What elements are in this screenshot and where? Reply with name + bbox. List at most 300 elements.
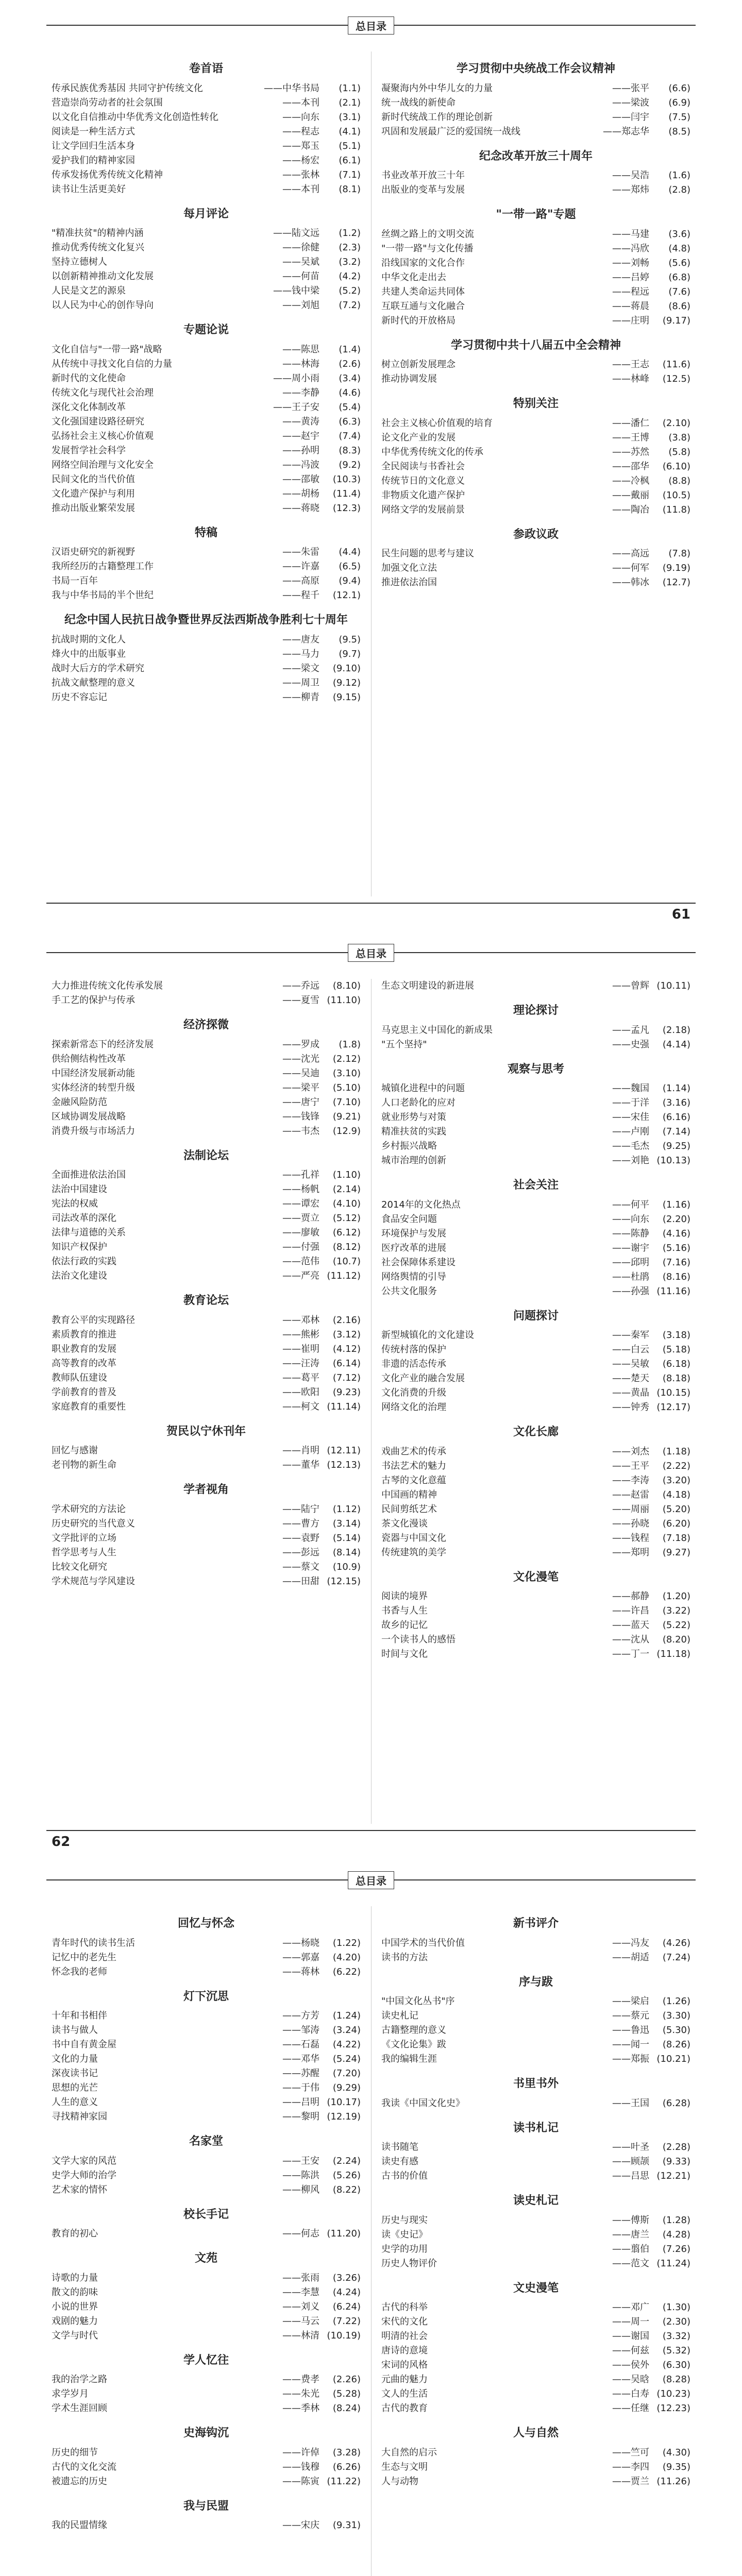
- entry-title: 民间文化的当代价值: [52, 473, 135, 485]
- entry-issue-page: (3.14): [332, 1518, 361, 1529]
- entry-title: 诗歌的力量: [52, 2272, 98, 2283]
- entry-issue-page: (7.16): [662, 1257, 690, 1268]
- entry-title: 学术研究的方法论: [52, 1503, 126, 1515]
- entry-title: 深夜读书记: [52, 2068, 98, 2079]
- entry-title: 人口老龄化的应对: [381, 1097, 456, 1108]
- entry-author: ——黎明: [282, 2111, 319, 2122]
- entry-author: ——贾兰: [612, 2476, 649, 2487]
- toc-entry: [381, 575, 690, 590]
- toc-entry: [52, 2095, 361, 2110]
- entry-issue-page: (6.22): [332, 1966, 361, 1977]
- entry-title: 推动协调发展: [381, 374, 437, 384]
- entry-issue-page: (8.8): [668, 475, 690, 486]
- entry-issue-page: (9.23): [332, 1386, 361, 1398]
- entry-author: ——乔远: [282, 980, 319, 991]
- entry-issue-page: (9.31): [332, 2520, 361, 2531]
- entry-author: ——冷枫: [612, 475, 649, 486]
- entry-issue-page: (5.26): [332, 2170, 361, 2181]
- entry-title: 寻找精神家园: [52, 2111, 107, 2122]
- entry-issue-page: (12.1): [332, 590, 361, 601]
- entry-title: 书局一百年: [52, 575, 98, 586]
- entry-title: 丝绸之路上的文明交流: [381, 228, 474, 240]
- entry-author: ——钱穆: [282, 2461, 319, 2472]
- entry-title: 《文化论集》跋: [381, 2039, 446, 2050]
- toc-entry: [381, 1618, 690, 1633]
- entry-author: ——沈从: [612, 1634, 649, 1645]
- entry-title: "一带一路"与文化传播: [381, 243, 474, 254]
- entry-author: ——王安: [282, 2155, 319, 2166]
- entry-author: ——刘畅: [612, 257, 649, 268]
- toc-entry: [52, 139, 361, 154]
- toc-entry: [52, 1444, 361, 1458]
- section-title: 史海钩沉: [183, 2427, 229, 2439]
- section-title: 学习贯彻中共十八届五中全会精神: [450, 338, 621, 352]
- entry-issue-page: (7.22): [332, 2315, 361, 2327]
- toc-entry: [52, 400, 361, 415]
- entry-author: ——向东: [282, 111, 319, 123]
- toc-entry: [52, 110, 361, 125]
- toc-entry: [52, 2227, 361, 2241]
- entry-issue-page: (2.14): [332, 1184, 361, 1195]
- entry-author: ——钱锋: [282, 1111, 319, 1122]
- entry-author: ——马建: [612, 228, 649, 240]
- entry-issue-page: (1.10): [332, 1170, 361, 1180]
- header-mark: 总目录: [348, 1871, 394, 1889]
- entry-author: ——邵华: [612, 461, 649, 472]
- entry-author: ——方芳: [282, 2010, 319, 2021]
- entry-title: 传统村落的保护: [381, 1344, 446, 1355]
- toc-entry: [52, 1168, 361, 1182]
- toc-entry: [52, 458, 361, 472]
- toc-entry: [381, 431, 690, 445]
- entry-author: ——费孝: [282, 2374, 319, 2385]
- entry-title: 全民阅读与书香社会: [381, 461, 465, 472]
- entry-author: ——翦伯: [612, 2243, 649, 2255]
- toc-entry: [381, 2446, 690, 2460]
- entry-issue-page: (10.23): [656, 2388, 690, 2399]
- toc-entry: [52, 2110, 361, 2124]
- entry-issue-page: (3.1): [339, 111, 361, 123]
- toc-entry: [381, 1125, 690, 1139]
- toc-entry: [381, 1154, 690, 1168]
- entry-title: 老刊物的新生命: [52, 1460, 116, 1470]
- section-title: 文化长廊: [513, 1426, 559, 1438]
- entry-title: 让文学回归生活本身: [52, 140, 135, 151]
- entry-issue-page: (5.8): [668, 446, 690, 457]
- entry-issue-page: (5.24): [332, 2054, 361, 2064]
- toc-entry: [52, 1546, 361, 1560]
- section-title: 我与民盟: [183, 2499, 229, 2513]
- entry-issue-page: (11.16): [656, 1285, 690, 1297]
- entry-issue-page: (11.10): [327, 995, 361, 1006]
- entry-author: ——朱光: [282, 2388, 319, 2399]
- entry-title: 探索新常态下的经济发展: [52, 1039, 154, 1050]
- entry-title: 怀念我的老师: [52, 1966, 107, 1977]
- toc-entry: [381, 81, 690, 96]
- entry-author: ——吴浩: [612, 170, 649, 181]
- entry-title: 古代的科举: [381, 2302, 428, 2313]
- entry-author: ——钟秀: [612, 1402, 649, 1413]
- entry-issue-page: (8.22): [332, 2184, 361, 2195]
- section-title: 文化漫笔: [513, 1570, 559, 1584]
- entry-author: ——钱程: [612, 1532, 649, 1544]
- entry-issue-page: (6.20): [662, 1518, 690, 1529]
- entry-issue-page: (9.19): [662, 563, 690, 573]
- entry-issue-page: (5.32): [662, 2345, 690, 2356]
- entry-author: ——魏国: [612, 1083, 649, 1094]
- entry-issue-page: (2.18): [662, 1024, 690, 1036]
- entry-author: ——陈寅: [282, 2476, 319, 2487]
- entry-author: ——林清: [282, 2330, 319, 2341]
- entry-title: 坚持立德树人: [52, 257, 107, 267]
- entry-author: ——沈光: [282, 1053, 319, 1064]
- toc-entry: [52, 690, 361, 705]
- entry-issue-page: (4.24): [332, 2286, 361, 2298]
- toc-entry: [52, 1095, 361, 1110]
- entry-issue-page: (12.23): [656, 2403, 690, 2414]
- entry-author: ——唐兰: [612, 2229, 649, 2240]
- entry-author: ——付强: [282, 1242, 319, 1252]
- entry-issue-page: (8.14): [332, 1547, 361, 1558]
- toc-entry: [52, 588, 361, 603]
- toc-entry: [52, 2329, 361, 2343]
- toc-entry: [52, 168, 361, 182]
- entry-author: ——何军: [612, 563, 649, 573]
- entry-author: ——冯友: [612, 1937, 649, 1948]
- entry-author: ——韦杰: [282, 1125, 319, 1137]
- section-title: 读史札记: [513, 2194, 559, 2207]
- entry-issue-page: (1.30): [662, 2302, 690, 2313]
- entry-author: ——程千: [282, 590, 319, 601]
- entry-issue-page: (9.12): [332, 677, 361, 688]
- entry-title: 医疗改革的进展: [381, 1242, 446, 1253]
- toc-entry: [381, 1951, 690, 1965]
- entry-title: 网络舆情的引导: [381, 1271, 446, 1282]
- entry-author: ——吴晗: [612, 2374, 649, 2385]
- entry-author: ——廖敏: [282, 1227, 319, 1238]
- entry-author: ——高原: [282, 575, 319, 586]
- entry-issue-page: (5.10): [332, 1082, 361, 1093]
- toc-entry: [381, 2401, 690, 2416]
- entry-title: 新时代的文化使命: [52, 372, 126, 384]
- section-title: 社会关注: [513, 1179, 559, 1192]
- toc-entry: [52, 415, 361, 429]
- entry-author: ——陈静: [612, 1228, 649, 1239]
- entry-title: 读史有感: [381, 2156, 418, 2167]
- section-title: 理论探讨: [513, 1004, 559, 1017]
- entry-author: ——闻一: [612, 2039, 649, 2050]
- entry-issue-page: (11.4): [332, 488, 361, 499]
- toc-entry: [381, 1502, 690, 1517]
- entry-issue-page: (6.8): [668, 272, 690, 283]
- entry-issue-page: (5.28): [332, 2388, 361, 2399]
- section-title: 特别关注: [513, 397, 559, 410]
- entry-author: ——苏然: [612, 446, 649, 457]
- entry-author: ——吴敏: [612, 1359, 649, 1369]
- entry-author: ——邵敏: [282, 473, 319, 485]
- entry-author: ——孙晓: [612, 1518, 649, 1529]
- entry-title: 一个读书人的感悟: [381, 1634, 456, 1645]
- entry-title: 食品安全问题: [381, 1213, 437, 1225]
- toc-entry: [52, 676, 361, 690]
- toc-entry: [52, 2066, 361, 2081]
- entry-title: 推动出版业繁荣发展: [52, 502, 135, 514]
- toc-entry: [52, 284, 361, 298]
- page-footer: [0, 1830, 742, 1851]
- toc-entry: [52, 993, 361, 1008]
- entry-author: ——袁野: [282, 1532, 319, 1544]
- entry-title: 史学的功用: [381, 2243, 428, 2255]
- entry-issue-page: (10.19): [327, 2330, 361, 2341]
- toc-entry: [52, 2023, 361, 2038]
- toc-entry: [52, 1517, 361, 1531]
- entry-title: 以人民为中心的创作导向: [52, 300, 154, 311]
- toc-entry: [52, 444, 361, 458]
- toc-entry: [52, 1357, 361, 1371]
- entry-author: ——许倬: [282, 2447, 319, 2458]
- entry-issue-page: (2.30): [662, 2316, 690, 2327]
- entry-issue-page: (9.15): [332, 691, 361, 703]
- entry-issue-page: (7.12): [332, 1372, 361, 1383]
- toc-entry: [381, 2257, 690, 2271]
- entry-title: 读书让生活更美好: [52, 183, 126, 195]
- entry-issue-page: (9.2): [339, 459, 361, 470]
- entry-title: 就业形势与对策: [381, 1112, 446, 1123]
- entry-author: ——秦军: [612, 1330, 649, 1341]
- toc-entry: [381, 474, 690, 488]
- entry-author: ——许昌: [612, 1605, 649, 1616]
- entry-title: 沿线国家的文化合作: [381, 257, 465, 268]
- toc-entry: [52, 979, 361, 993]
- toc-entry: [381, 1400, 690, 1415]
- entry-author: ——曹方: [282, 1518, 319, 1529]
- entry-author: ——郝静: [612, 1591, 649, 1602]
- entry-title: 阅读是一种生活方式: [52, 126, 135, 137]
- entry-author: ——鲁迅: [612, 2025, 649, 2036]
- toc-entry: [52, 1211, 361, 1226]
- toc-entry: [381, 1459, 690, 1473]
- entry-author: ——葛平: [282, 1372, 319, 1383]
- entry-author: ——孟凡: [612, 1024, 649, 1036]
- toc-entry: [381, 1546, 690, 1560]
- entry-issue-page: (10.17): [327, 2097, 361, 2108]
- toc-entry: [52, 1342, 361, 1357]
- entry-author: ——柳风: [282, 2184, 319, 2195]
- toc-entry: [381, 1589, 690, 1604]
- entry-issue-page: (6.30): [662, 2360, 690, 2370]
- entry-title: 新型城镇化的文化建设: [381, 1330, 474, 1341]
- entry-title: 传承民族优秀基因 共同守护传统文化: [52, 82, 203, 94]
- entry-title: 文化强国建设路径研究: [52, 416, 144, 427]
- toc-entry: [52, 96, 361, 110]
- entry-author: ——梁平: [282, 1082, 319, 1093]
- toc-entry: [52, 574, 361, 588]
- entry-author: ——高远: [612, 548, 649, 559]
- entry-title: 战时大后方的学术研究: [52, 663, 144, 674]
- entry-author: ——向东: [612, 1213, 649, 1225]
- toc-entry: [52, 2518, 361, 2533]
- toc-entry: [52, 2372, 361, 2387]
- entry-title: 故乡的记忆: [381, 1620, 428, 1631]
- toc-entry: [52, 357, 361, 371]
- entry-title: 发展哲学社会科学: [52, 445, 126, 456]
- entry-issue-page: (8.26): [662, 2039, 690, 2050]
- entry-issue-page: (7.2): [339, 300, 361, 311]
- entry-author: ——毛杰: [612, 1141, 649, 1151]
- entry-title: 法治文化建设: [52, 1270, 107, 1281]
- entry-issue-page: (9.5): [339, 634, 361, 645]
- entry-issue-page: (3.10): [332, 1067, 361, 1079]
- toc-entry: [381, 1633, 690, 1647]
- entry-title: 非遗的活态传承: [381, 1359, 446, 1369]
- entry-author: ——梁波: [612, 97, 649, 108]
- entry-title: 戏曲艺术的传承: [381, 1446, 446, 1457]
- toc-entry: [381, 168, 690, 183]
- entry-issue-page: (9.29): [332, 2082, 361, 2093]
- toc-entry: [381, 1198, 690, 1212]
- toc-entry: [381, 1357, 690, 1371]
- toc-entry: [52, 1240, 361, 1255]
- entry-issue-page: (4.26): [662, 1937, 690, 1948]
- entry-issue-page: (1.12): [332, 1503, 361, 1515]
- entry-issue-page: (8.12): [332, 1242, 361, 1252]
- toc-entry: [381, 1994, 690, 2009]
- entry-issue-page: (7.8): [668, 548, 690, 559]
- entry-author: ——张平: [612, 82, 649, 94]
- toc-entry: [381, 1488, 690, 1502]
- entry-title: 精准扶贫的实践: [381, 1126, 446, 1137]
- entry-issue-page: (2.26): [332, 2374, 361, 2385]
- entry-title: 实体经济的转型升级: [52, 1082, 135, 1093]
- column-divider: [371, 979, 372, 1824]
- entry-title: 深化文化体制改革: [52, 401, 126, 413]
- entry-issue-page: (4.6): [339, 387, 361, 398]
- section-title: 经济探微: [183, 1019, 229, 1031]
- entry-author: ——李慧: [282, 2286, 319, 2298]
- entry-title: 大力推进传统文化传承发展: [52, 980, 163, 991]
- toc-entry: [381, 1343, 690, 1357]
- entry-title: 加强文化立法: [381, 563, 437, 573]
- entry-author: ——曾辉: [612, 980, 649, 991]
- toc-entry: [381, 1328, 690, 1343]
- entry-issue-page: (8.5): [668, 126, 690, 137]
- toc-entry: [381, 1473, 690, 1488]
- entry-issue-page: (3.24): [332, 2025, 361, 2036]
- entry-issue-page: (6.5): [339, 561, 361, 572]
- entry-issue-page: (12.21): [656, 2171, 690, 2181]
- toc-entry: [381, 125, 690, 139]
- entry-author: ——陆文远: [273, 228, 319, 239]
- toc-entry: [52, 2460, 361, 2475]
- entry-title: 抗战文献整理的意义: [52, 677, 135, 688]
- entry-author: ——刘旭: [282, 300, 319, 311]
- entry-issue-page: (4.22): [332, 2039, 361, 2050]
- toc-entry: [381, 2387, 690, 2401]
- entry-author: ——邓林: [282, 1314, 319, 1326]
- entry-title: 历史与现实: [381, 2214, 428, 2226]
- entry-author: ——郑炜: [612, 184, 649, 195]
- entry-issue-page: (6.12): [332, 1227, 361, 1238]
- entry-author: ——范文: [612, 2258, 649, 2269]
- entry-title: 文化自信与"一带一路"战略: [52, 344, 162, 355]
- entry-issue-page: (6.24): [332, 2301, 361, 2312]
- entry-issue-page: (8.20): [662, 1634, 690, 1645]
- toc-entry: [52, 2154, 361, 2168]
- entry-issue-page: (9.21): [332, 1111, 361, 1122]
- toc-entry: [52, 1936, 361, 1951]
- toc-entry: [52, 2300, 361, 2314]
- entry-issue-page: (10.5): [662, 489, 690, 501]
- entry-issue-page: (10.13): [656, 1155, 690, 1166]
- entry-title: 互联互通与文化融合: [381, 300, 465, 312]
- toc-entry: [381, 2460, 690, 2475]
- toc-entry: [52, 472, 361, 487]
- entry-title: 文化的力量: [52, 2054, 98, 2064]
- entry-issue-page: (6.6): [668, 82, 690, 94]
- entry-issue-page: (2.12): [332, 1053, 361, 1064]
- toc-page-63: [0, 1855, 742, 2576]
- entry-title: 传承发扬优秀传统文化精神: [52, 169, 163, 180]
- entry-issue-page: (11.8): [662, 504, 690, 515]
- entry-author: ——郑志华: [603, 126, 649, 137]
- entry-author: ——于伟: [282, 2082, 319, 2093]
- entry-issue-page: (11.22): [327, 2476, 361, 2487]
- entry-title: 青年时代的读书生活: [52, 1937, 135, 1948]
- entry-issue-page: (1.1): [339, 82, 361, 94]
- entry-author: ——周卫: [282, 677, 319, 688]
- entry-title: 人与动物: [381, 2476, 418, 2487]
- entry-issue-page: (7.24): [662, 1952, 690, 1963]
- entry-issue-page: (4.18): [662, 1489, 690, 1500]
- entry-issue-page: (3.18): [662, 1330, 690, 1341]
- toc-entry: [381, 1647, 690, 1662]
- entry-title: 散文的韵味: [52, 2286, 98, 2298]
- entry-issue-page: (9.25): [662, 1141, 690, 1151]
- entry-issue-page: (12.17): [656, 1402, 690, 1413]
- section-title: 学者视角: [183, 1483, 229, 1496]
- section-title: 名家堂: [189, 2135, 223, 2148]
- toc-entry: [52, 154, 361, 168]
- entry-issue-page: (8.6): [668, 300, 690, 312]
- entry-author: ——谢国: [612, 2331, 649, 2342]
- entry-author: ——李静: [282, 387, 319, 398]
- entry-author: ——李四: [612, 2461, 649, 2472]
- entry-author: ——汪涛: [282, 1358, 319, 1369]
- entry-title: 消费升级与市场活力: [52, 1125, 135, 1137]
- entry-author: ——任继: [612, 2403, 649, 2414]
- entry-author: ——范伟: [282, 1256, 319, 1267]
- entry-author: ——蒋晨: [612, 300, 649, 312]
- entry-issue-page: (5.14): [332, 1532, 361, 1544]
- entry-title: 历史研究的当代意义: [52, 1518, 135, 1529]
- entry-author: ——史强: [612, 1039, 649, 1050]
- entry-issue-page: (2.6): [339, 358, 361, 369]
- toc-entry: [52, 1255, 361, 1269]
- entry-issue-page: (9.27): [662, 1547, 690, 1558]
- entry-author: ——林海: [282, 358, 319, 369]
- entry-issue-page: (6.1): [339, 155, 361, 166]
- toc-entry: [52, 1951, 361, 1965]
- entry-issue-page: (9.10): [332, 663, 361, 674]
- toc-entry: [52, 81, 361, 96]
- entry-issue-page: (10.11): [656, 980, 690, 991]
- entry-author: ——何平: [612, 1199, 649, 1210]
- entry-author: ——马云: [282, 2315, 319, 2327]
- toc-entry: [381, 1227, 690, 1241]
- entry-author: ——彭远: [282, 1547, 319, 1558]
- entry-title: 法治中国建设: [52, 1184, 107, 1195]
- entry-issue-page: (8.1): [339, 183, 361, 195]
